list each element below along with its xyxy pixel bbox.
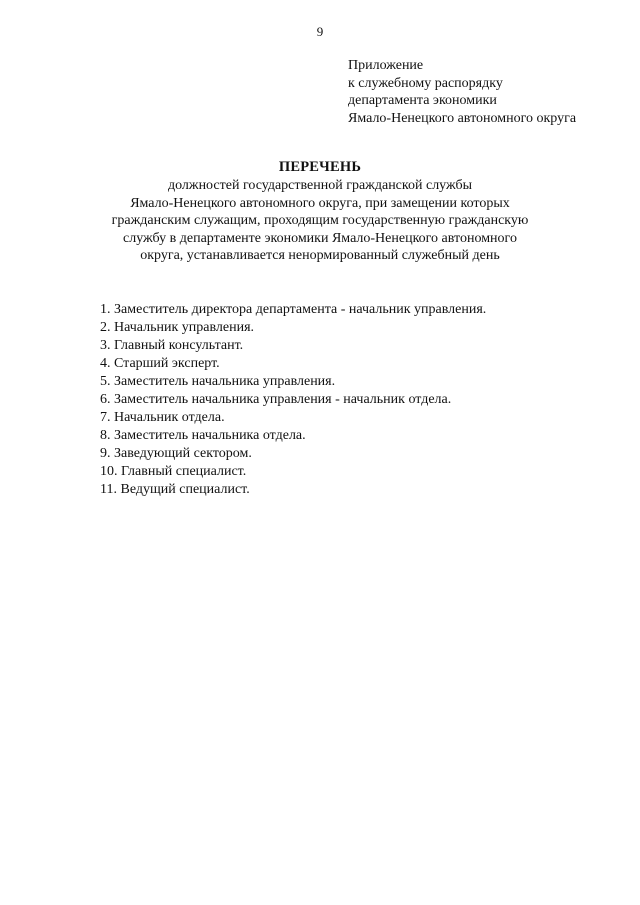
heading-subtitle-line: Ямало-Ненецкого автономного округа, при замещении которых <box>130 195 510 211</box>
heading-subtitle-line: гражданским служащим, проходящим государственную гражданскую <box>111 213 529 229</box>
appendix-line: департамента экономики <box>348 93 497 108</box>
heading-subtitle <box>0 177 640 265</box>
list-item: 6. Заместитель начальника управления - начальник отдела. <box>100 392 452 407</box>
appendix-line: Ямало-Ненецкого автономного округа <box>348 110 577 126</box>
list-item: 1. Заместитель директора департамента - начальник управления. <box>100 302 487 317</box>
appendix-line: Приложение <box>348 58 424 73</box>
list-item: 5. Заместитель начальника управления. <box>100 374 336 389</box>
page-number: 9 <box>316 24 324 39</box>
list-item: 11. Ведущий специалист. <box>100 482 250 497</box>
list-item: 7. Начальник отдела. <box>100 410 225 425</box>
list-item: 9. Заведующий сектором. <box>100 446 252 461</box>
document-heading <box>0 158 640 265</box>
heading-subtitle-line: службу в департаменте экономики Ямало-Ненецкого автономного <box>123 230 517 246</box>
list-item: 8. Заместитель начальника отдела. <box>100 428 306 443</box>
list-item: 4. Старший эксперт. <box>100 356 220 371</box>
heading-subtitle-line: должностей государственной гражданской службы <box>167 178 473 193</box>
positions-list <box>100 301 620 499</box>
list-item: 2. Начальник управления. <box>100 320 255 335</box>
heading-subtitle-line: округа, устанавливается ненормированный служебный день <box>140 248 500 264</box>
heading-title: ПЕРЕЧЕНЬ <box>278 159 362 175</box>
list-item: 10. Главный специалист. <box>100 464 247 479</box>
list-item: 3. Главный консультант. <box>100 338 244 353</box>
appendix-line: к служебному распорядку <box>348 75 503 91</box>
appendix-block <box>348 57 633 127</box>
